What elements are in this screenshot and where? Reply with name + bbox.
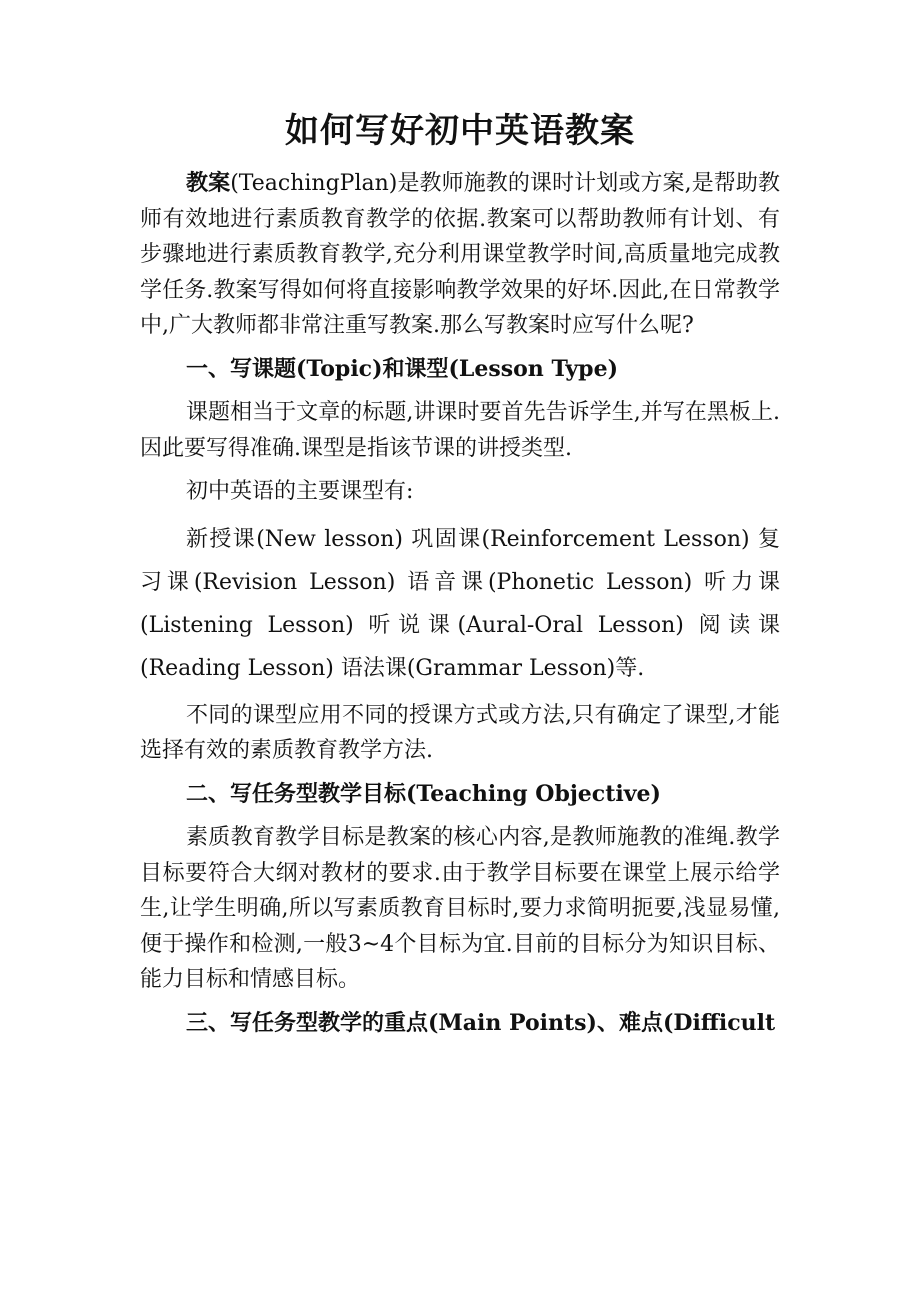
intro-paragraph <box>140 166 780 344</box>
section-1-paragraph-1: 课题相当于文章的标题,讲课时要首先告诉学生,并写在黑板上.因此要写得准确.课型是指该节课的讲授类型. <box>140 400 780 461</box>
section-1-heading: 一、写课题(Topic)和课型(Lesson Type) <box>186 355 618 382</box>
document-title: 如何写好初中英语教案 <box>285 111 635 151</box>
section-1-paragraph-4: 不同的课型应用不同的授课方式或方法,只有确定了课型,才能选择有效的素质教育教学方法. <box>140 702 780 763</box>
section-2-paragraph-1: 素质教育教学目标是教案的核心内容,是教师施教的准绳.教学目标要符合大纲对教材的要求.由于教学目标要在课堂上展示给学生,让学生明确,所以写素质教育目标时,要力求简明扼要,浅显易懂,便于操作和检测,一般3~4个目标为宜.目前的目标分为知识目标、能力目标和情感目标。 <box>140 825 780 992</box>
lesson-types-list: 新授课(New lesson) 巩固课(Reinforcement Lesson) 复习课(Revision Lesson) 语音课(Phonetic Lesson) 听力课(Listening Lesson) 听说课(Aural-Oral Lesson) 阅读课(Reading Lesson) 语法课(Grammar Lesson)等. <box>140 526 780 681</box>
section-1-paragraph-2: 初中英语的主要课型有: <box>186 479 414 504</box>
section-3-heading: 三、写任务型教学的重点(Main Points)、难点(Difficult <box>186 1009 776 1036</box>
intro-text: (TeachingPlan)是教师施教的课时计划或方案,是帮助教师有效地进行素质教育教学的依据.教案可以帮助教师有计划、有步骤地进行素质教育教学,充分利用课堂教学时间,高质量地完成教学任务.教案写得如何将直接影响教学效果的好坏.因此,在日常教学中,广大教师都非常注重写教案.那么写教案时应写什么呢? <box>140 171 780 338</box>
intro-lead: 教案 <box>186 170 231 196</box>
section-2-heading: 二、写任务型教学目标(Teaching Objective) <box>186 780 661 807</box>
document-content <box>140 108 780 1049</box>
